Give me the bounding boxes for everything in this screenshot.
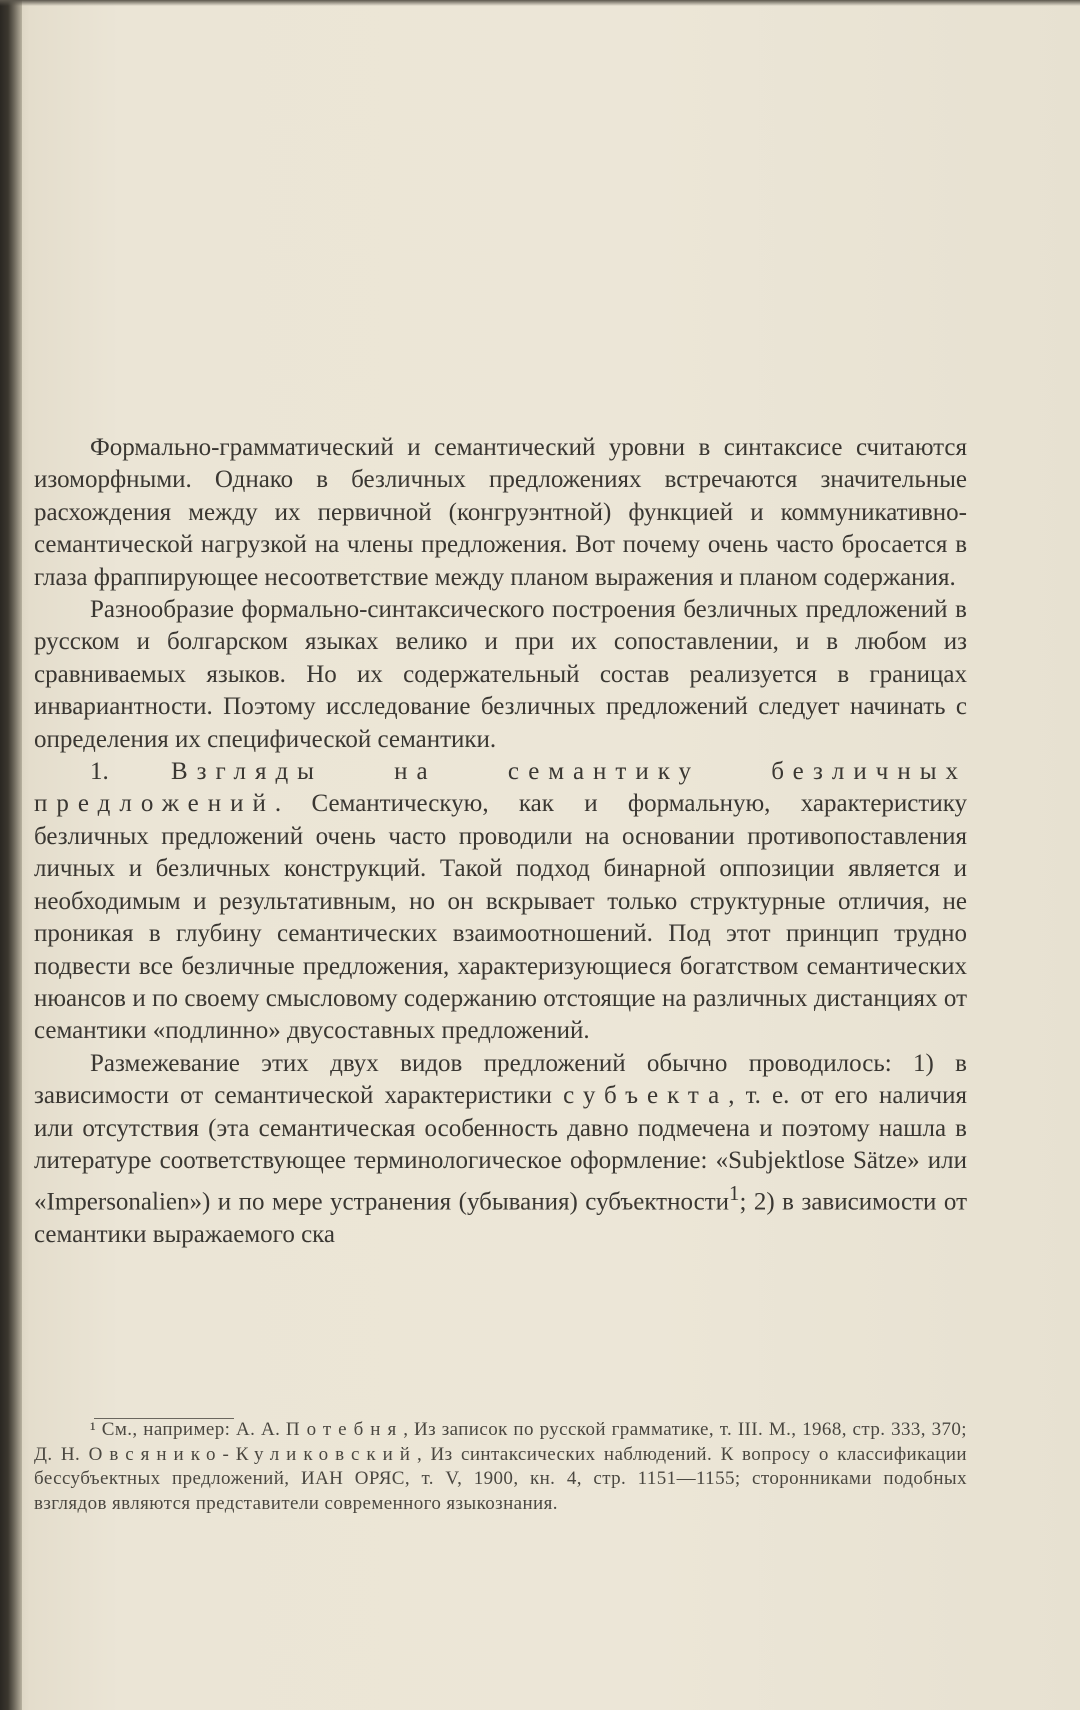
book-spine-shadow xyxy=(0,0,22,1710)
footnote xyxy=(34,1418,967,1516)
paragraph xyxy=(34,756,967,1048)
paragraph-text: ; 2) в зависимости от семантики выражаемого ска xyxy=(34,1188,968,1249)
paragraph xyxy=(34,1048,967,1252)
footnote-marker: 1 xyxy=(729,1181,740,1206)
paragraph xyxy=(34,432,967,594)
author-name-spaced: Овсянико-Куликовский xyxy=(88,1443,417,1465)
section-number: 1. xyxy=(90,758,171,786)
paragraph-text: , т. е. от его наличия или отсутствия (эта семантическая особенность давно подмечена и поэтому нашла в литературе соответствующее терминологическое оформление: «Subjektlose Sätze» или «Impersonalien») и по мере устранения (убывания) субъектности xyxy=(34,1082,967,1216)
page-top-edge xyxy=(0,0,1080,6)
footnote-text: , Из синтаксических наблюдений. К вопросу о классификации бессубъектных предложений, ИАН ОРЯС, т. V, 1900, кн. 4, стр. 1151—1155; сторонниками подобных взглядов являются представители современного языкознания. xyxy=(34,1443,967,1514)
footnote-text: , Из записок по русской грамматике, т. III. М., 1968, стр. 333, 370; Д. Н. xyxy=(34,1419,967,1465)
emphasized-term: субъекта xyxy=(563,1082,729,1110)
paragraph-text: Формально-грамматический и семантический уровни в синтаксисе считаются изоморфными. Однако в безличных предложениях встречаются значительные расхождения между их первичной (конгруэнтной) функцией и коммуникативно-семантической нагрузкой на члены предложения. Вот почему очень часто бросается в глаза фраппирующее несоответствие между планом выражения и планом содержания. xyxy=(34,434,967,591)
paragraph-text: . Семантическую, как и формальную, характеристику безличных предложений очень часто проводили на основании противопоставления личных и безличных конструкций. Такой подход бинарной оппозиции является и необходимым и результативным, но он вскрывает только структурные отличия, не проникая в глубину семантических взаимоотношений. Под этот принцип трудно подвести все безличные предложения, характеризующиеся богатством семантических нюансов и по своему смысловому содержанию отстоящие на различных дистанциях от семантики «подлинно» двусоставных предложений. xyxy=(34,790,967,1045)
author-name-spaced: Потебня xyxy=(285,1419,404,1440)
footnote-text: ¹ См., например: А. А. xyxy=(90,1419,286,1440)
section-heading-spaced: Взгляды на семантику безличных предложений xyxy=(34,758,967,818)
main-text xyxy=(34,432,967,1251)
paragraph-text: Разнообразие формально-синтаксического построения безличных предложений в русском и болгарском языках велико и при их сопоставлении, и в любом из сравниваемых языков. Но их содержательный состав реализуется в границах инвариантности. Поэтому исследование безличных предложений следует начинать с определения их специфической семантики. xyxy=(34,596,967,753)
paragraph xyxy=(34,594,967,756)
paragraph-text: Размежевание этих двух видов предложений обычно проводилось: 1) в зависимости от семантической характеристики xyxy=(34,1049,967,1110)
